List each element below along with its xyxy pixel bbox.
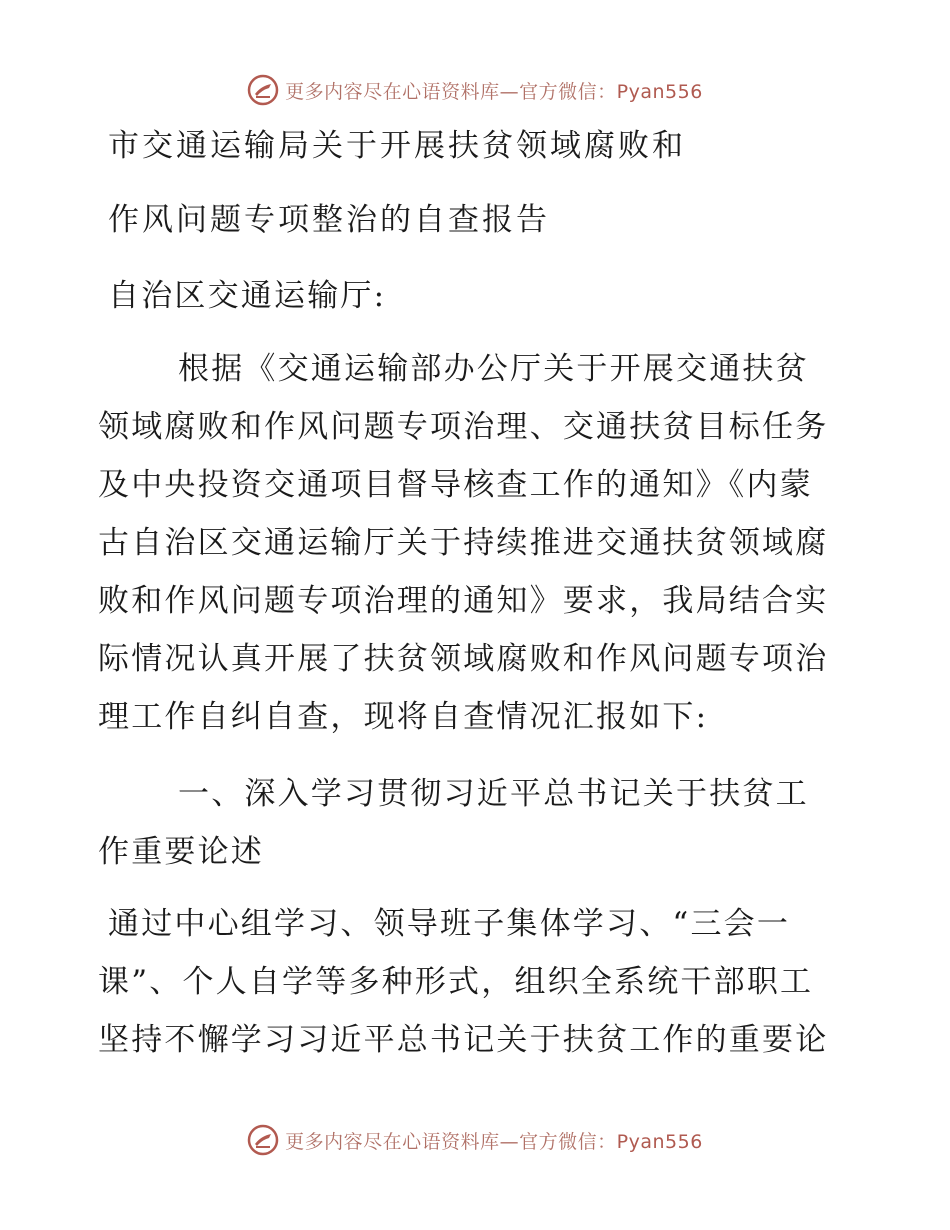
footer-watermark [0,1120,950,1160]
header-watermark [0,70,950,110]
section-heading-line: 作重要论述 [98,834,264,870]
paragraph-line: 课”、个人自学等多种形式，组织全系统干部职工 [98,964,814,1000]
watermark-text: 更多内容尽在心语资料库—官方微信：Pyan556 [285,1130,703,1153]
paragraph-line: 坚持不懈学习习近平总书记关于扶贫工作的重要论 [98,1022,829,1058]
paragraph-line: 通过中心组学习、领导班子集体学习、“三会一 [108,906,791,942]
book-pen-logo-icon [247,74,279,106]
book-pen-logo-icon [247,1124,279,1156]
paragraph-line: 败和作风问题专项治理的通知》要求，我局结合实 [98,583,829,619]
watermark-text: 更多内容尽在心语资料库—官方微信：Pyan556 [285,80,703,103]
paragraph-line: 古自治区交通运输厅关于持续推进交通扶贫领域腐 [98,525,829,561]
paragraph-line: 理工作自纠自查，现将自查情况汇报如下: [98,699,709,735]
section-heading-line: 一、深入学习贯彻习近平总书记关于扶贫工 [178,776,809,812]
paragraph-line: 际情况认真开展了扶贫领域腐败和作风问题专项治 [98,641,829,677]
salutation: 自治区交通运输厅: [108,278,387,314]
document-title-line-2: 作风问题专项整治的自查报告 [108,202,550,238]
paragraph-line: 领域腐败和作风问题专项治理、交通扶贫目标任务 [98,409,829,445]
paragraph-line: 根据《交通运输部办公厅关于开展交通扶贫 [178,351,809,387]
paragraph-line: 及中央投资交通项目督导核查工作的通知》《内蒙 [98,467,813,503]
document-title-line-1: 市交通运输局关于开展扶贫领域腐败和 [108,128,686,164]
